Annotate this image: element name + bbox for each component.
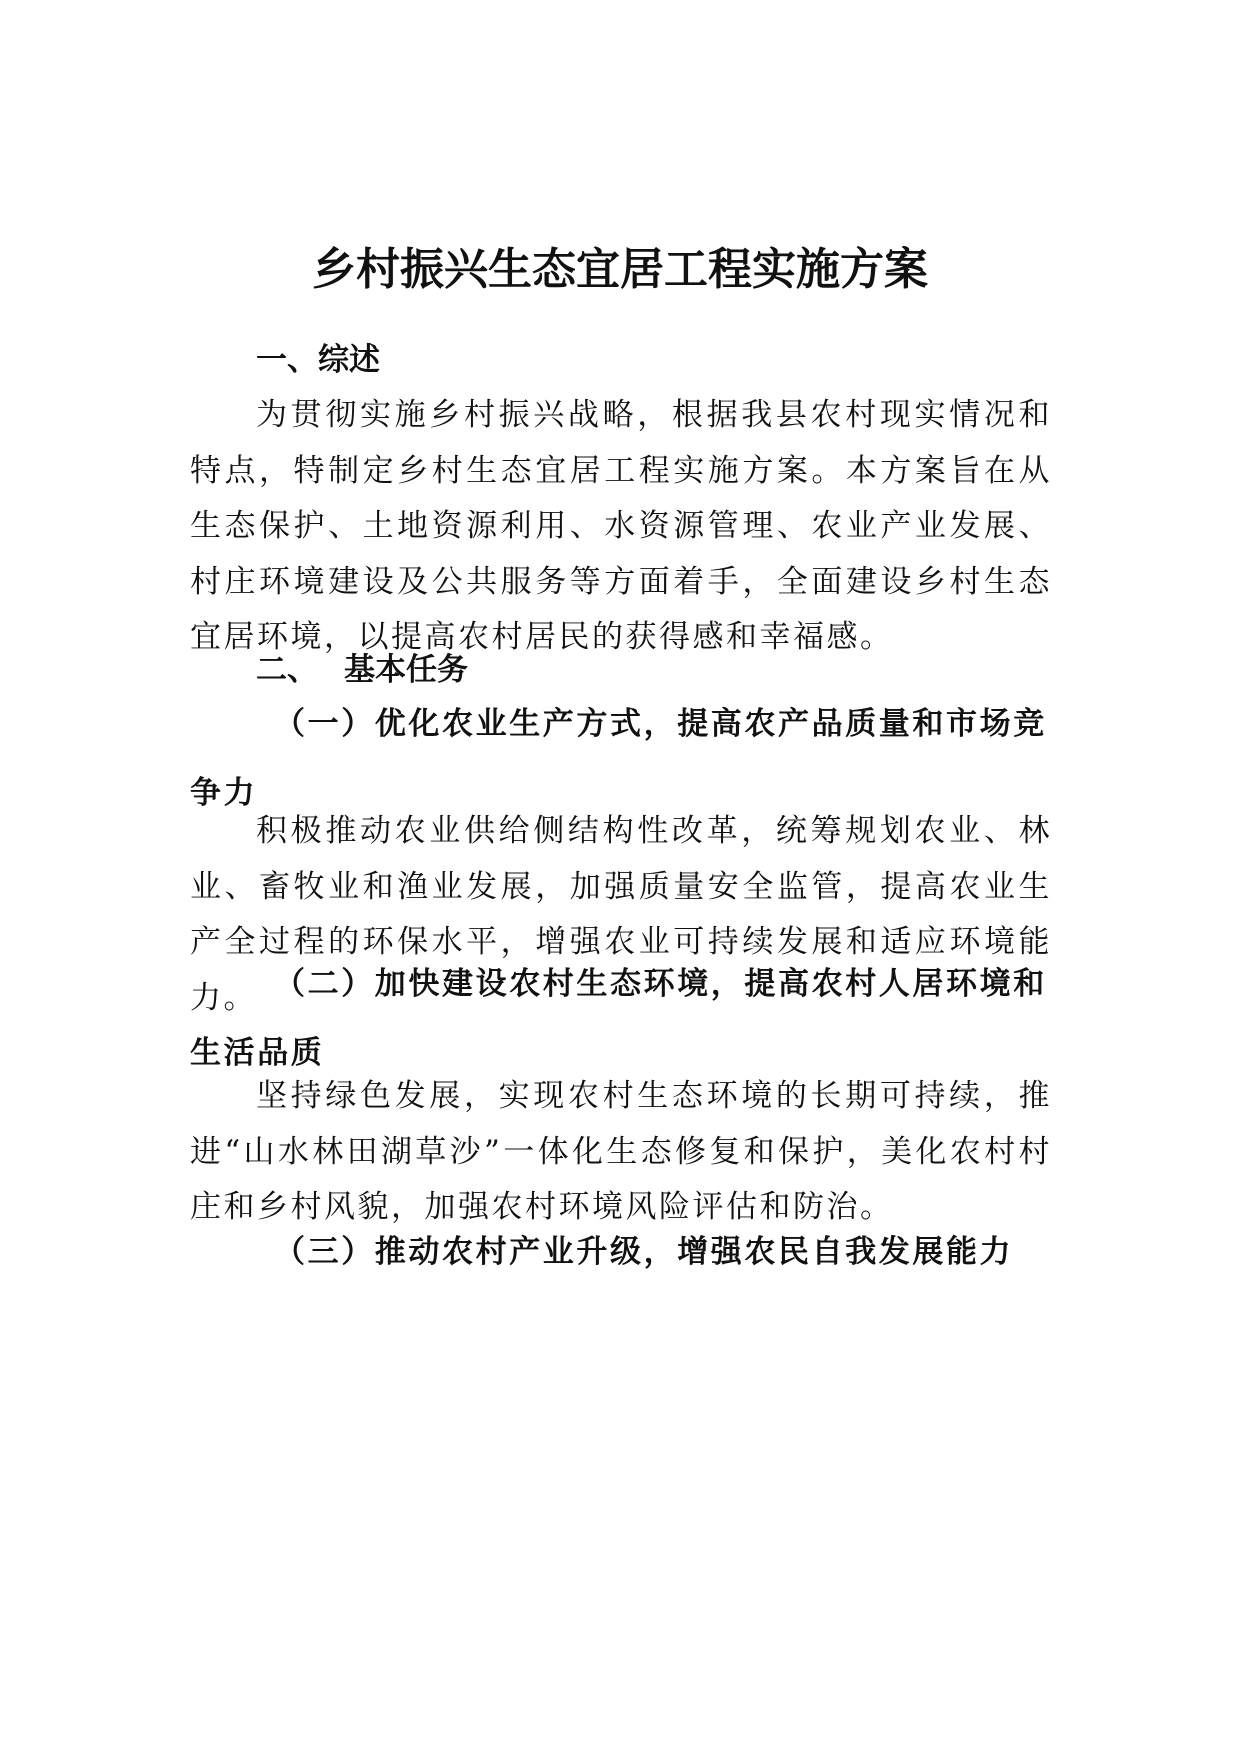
task-heading-2: （二）加快建设农村生态环境，提高农村人居环境和生活品质 (190, 966, 1047, 1071)
section-heading-overview: 一、综述 (256, 342, 380, 378)
task-paragraph-1: 积极推动农业供给侧结构性改革，统筹规划农业、林业、畜牧业和渔业发展，加强质量安全监管，提高农业生产全过程的环保水平，增强农业可持续发展和适应环境能力。 (190, 813, 1052, 1016)
task-heading-3: （三）推动农村产业升级，增强农民自我发展能力 (274, 1234, 1014, 1270)
overview-paragraph: 为贯彻实施乡村振兴战略，根据我县农村现实情况和特点，特制定乡村生态宜居工程实施方案。本方案旨在从生态保护、土地资源利用、水资源管理、农业产业发展、村庄环境建设及公共服务等方面着手，全面建设乡村生态宜居环境，以提高农村居民的获得感和幸福感。 (190, 397, 1052, 655)
section-heading-tasks-number: 二、 (256, 652, 318, 688)
section-heading-tasks-text: 基本任务 (344, 652, 468, 688)
task-paragraph-2: 坚持绿色发展，实现农村生态环境的长期可持续，推进“山水林田湖草沙”一体化生态修复和保护，美化农村村庄和乡村风貌，加强农村环境风险评估和防治。 (190, 1078, 1052, 1225)
task-heading-1: （一）优化农业生产方式，提高农产品质量和市场竞争力 (190, 706, 1047, 811)
section-heading-tasks (256, 650, 468, 690)
document-title: 乡村振兴生态宜居工程实施方案 (312, 244, 928, 295)
